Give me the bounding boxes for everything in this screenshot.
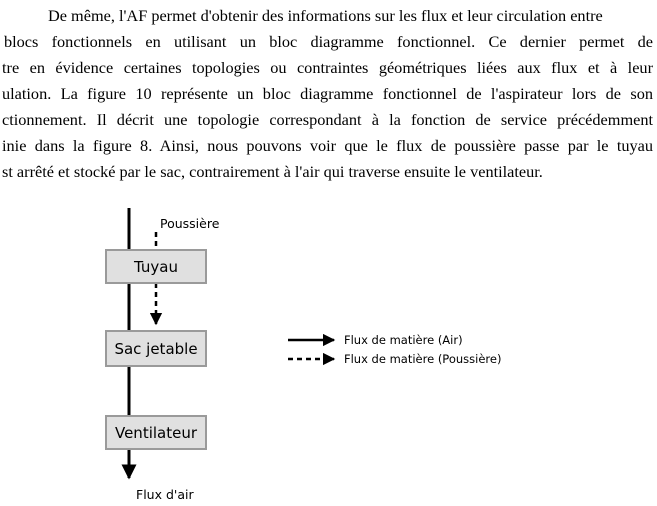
legend-solid-label: Flux de matière (Air) — [344, 333, 463, 347]
paragraph-line-2: blocs fonctionnels en utilisant un bloc diagramme fonctionnel. Ce dernier permet de — [4, 32, 653, 51]
block-ventilateur-label: Ventilateur — [114, 424, 198, 442]
paragraph-line-4: ulation. La figure 10 représente un bloc diagramme fonctionnel de l'aspirateur lors de son — [2, 84, 653, 103]
legend — [288, 333, 501, 366]
paragraph-line-1: De même, l'AF permet d'obtenir des informations sur les flux et leur circulation entre — [48, 6, 603, 25]
paragraph-line-7: st arrêté et stocké par le sac, contrairement à l'air qui traverse ensuite le ventilateur. — [2, 162, 543, 181]
block-ventilateur — [106, 416, 206, 449]
paragraph-line-6: inie dans la figure 8. Ainsi, nous pouvons voir que le flux de poussière passe par le tuyau — [2, 136, 653, 155]
legend-dashed-label: Flux de matière (Poussière) — [344, 352, 502, 366]
paragraph-line-3: tre en évidence certaines topologies ou contraintes géométriques liées aux flux et à leur — [2, 58, 653, 77]
paragraph-line-5: ctionnement. Il décrit une topologie correspondant à la fonction de service précédemment — [2, 110, 653, 129]
block-sac-jetable — [106, 331, 206, 366]
air-output-label: Flux d'air — [136, 487, 194, 502]
block-tuyau-label: Tuyau — [134, 258, 178, 276]
block-sac-jetable-label: Sac jetable — [114, 340, 198, 358]
dust-input-label: Poussière — [160, 216, 220, 231]
block-tuyau — [106, 250, 206, 283]
